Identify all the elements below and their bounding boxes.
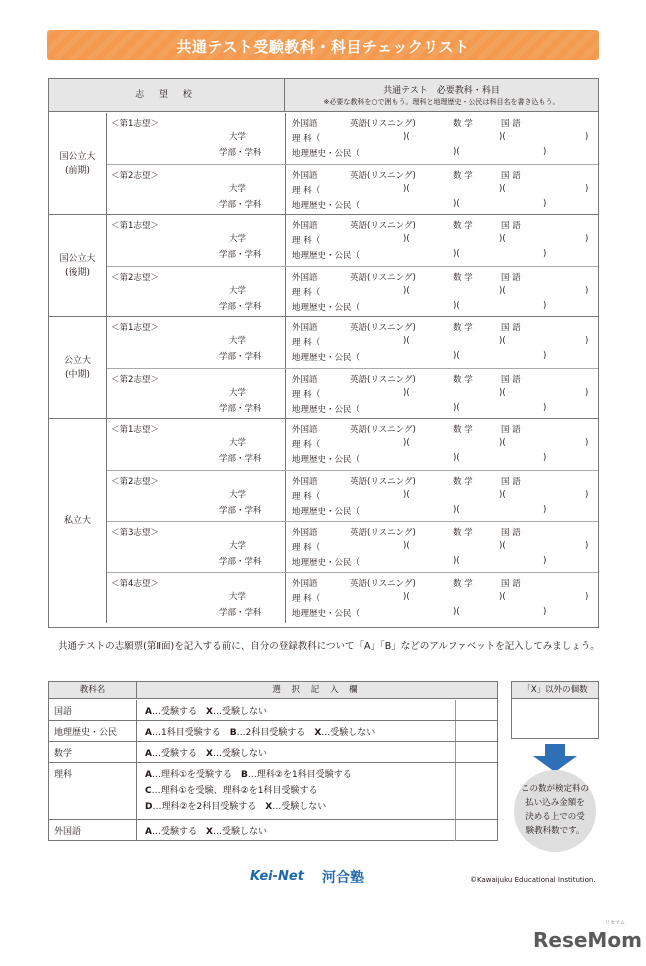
option-code: X: [314, 728, 322, 738]
option-text: …1科目受験する: [151, 728, 230, 738]
paren-close-open: )(: [499, 490, 506, 500]
column-divider: [285, 369, 286, 419]
page-title: 共通テスト受験教科・科目チェックリスト: [176, 38, 470, 56]
paren-close-open: )(: [499, 541, 506, 551]
option-text: …受験しない: [212, 707, 267, 717]
school-group: [49, 419, 598, 623]
paren-close: ): [585, 234, 589, 244]
science-label: 理 科（: [292, 543, 321, 553]
paren-close-open: )(: [403, 541, 410, 551]
paren-close: ): [543, 505, 547, 515]
paren-close-open: )(: [453, 147, 460, 157]
intro-text: 共通テストの志願票(第Ⅱ面)を記入する前に、自分の登録教科について「A」「B」などのアルファベットを記入してみましょう。: [58, 641, 600, 652]
science-label: 理 科（: [292, 390, 321, 400]
subject-option[interactable]: 外国語: [292, 171, 318, 181]
note-line: 決める上での受: [525, 812, 585, 822]
paren-close: ): [585, 438, 589, 448]
paren-close-open: )(: [403, 592, 410, 602]
kawaijuku-logo: 河合塾: [322, 870, 364, 886]
university-label: 大学: [229, 592, 247, 602]
subject-option[interactable]: 数 学: [453, 273, 473, 283]
entry-divider: [455, 700, 456, 720]
science-label: 理 科（: [292, 186, 321, 196]
paren-close: ): [543, 556, 547, 566]
note-line: この数が検定料の: [520, 784, 589, 794]
selection-row: [49, 742, 497, 763]
option-code: X: [205, 827, 213, 837]
paren-close-open: )(: [403, 336, 410, 346]
resemom-kana: リセマム: [605, 920, 625, 926]
option-code: X: [265, 802, 273, 812]
group-label-line: (後期): [64, 267, 91, 278]
subject-name: 地理歴史・公民: [49, 721, 137, 741]
selection-row: [49, 700, 497, 721]
group-label-line: 国公立大: [59, 151, 96, 162]
title-banner: [47, 30, 599, 60]
resemom-watermark: ReseMom: [533, 928, 642, 952]
entry-divider: [455, 721, 456, 741]
subject-option[interactable]: 外国語: [292, 221, 318, 231]
paren-close-open: )(: [453, 556, 460, 566]
faculty-label: 学部・学科: [219, 608, 262, 618]
university-label: 大学: [229, 286, 247, 296]
subject-option[interactable]: 英語(リスニング): [350, 221, 416, 231]
group-label-line: 公立大: [63, 355, 91, 366]
school-group: [49, 215, 598, 317]
paren-close: ): [585, 184, 589, 194]
paren-close: ): [543, 351, 547, 361]
column-divider: [285, 215, 286, 266]
paren-close: ): [585, 286, 589, 296]
group-label: [49, 215, 107, 316]
subject-option[interactable]: 外国語: [292, 579, 318, 589]
school-group: [49, 317, 598, 419]
copyright: ©Kawaijuku Educational Institution.: [470, 876, 596, 884]
option-code: A: [145, 827, 152, 837]
selection-option-line[interactable]: [145, 767, 352, 780]
note-circle: [514, 770, 596, 852]
paren-close-open: )(: [453, 199, 460, 209]
subject-option[interactable]: 数 学: [453, 221, 473, 231]
faculty-label: 学部・学科: [219, 302, 262, 312]
geo-history-civics-label: 地理歴史・公民（: [292, 558, 361, 568]
group-label: [49, 317, 107, 418]
geo-history-civics-label: 地理歴史・公民（: [292, 149, 361, 159]
subject-option[interactable]: 数 学: [453, 119, 473, 129]
subject-name: 国語: [49, 700, 137, 720]
header-selection: 選 択 記 入 欄: [272, 685, 362, 695]
option-code: A: [145, 770, 152, 780]
paren-close-open: )(: [403, 388, 410, 398]
paren-close: ): [543, 403, 547, 413]
paren-close: ): [585, 132, 589, 142]
subject-option[interactable]: 国 語: [501, 425, 521, 435]
choice-row[interactable]: [107, 572, 598, 623]
science-label: 理 科（: [292, 492, 321, 502]
choice-label: ＜第1志望＞: [111, 425, 159, 435]
paren-close-open: )(: [453, 403, 460, 413]
choice-row[interactable]: [107, 521, 598, 572]
option-text: …受験する: [151, 707, 206, 717]
note-line: 験教科数です。: [525, 826, 585, 836]
paren-close-open: )(: [453, 453, 460, 463]
option-code: B: [241, 770, 248, 780]
note-line: 払い込み金額を: [525, 798, 585, 808]
university-label: 大学: [229, 490, 247, 500]
selection-header: [49, 682, 497, 699]
subject-option[interactable]: 英語(リスニング): [350, 477, 416, 487]
choice-label: ＜第4志望＞: [111, 579, 159, 589]
subject-option[interactable]: 外国語: [292, 323, 318, 333]
paren-close-open: )(: [499, 234, 506, 244]
science-label: 理 科（: [292, 440, 321, 450]
faculty-label: 学部・学科: [219, 454, 262, 464]
checklist-table: [48, 78, 599, 628]
paren-close: ): [543, 607, 547, 617]
choice-row[interactable]: [107, 470, 598, 521]
subject-option[interactable]: 英語(リスニング): [350, 425, 416, 435]
option-text: …受験しない: [272, 802, 327, 812]
option-code: A: [145, 749, 152, 759]
subject-option[interactable]: 数 学: [453, 528, 473, 538]
subject-name: 数学: [49, 742, 137, 762]
paren-close: ): [543, 249, 547, 259]
paren-close-open: )(: [403, 490, 410, 500]
subject-option[interactable]: 国 語: [501, 273, 521, 283]
subject-option[interactable]: 数 学: [453, 323, 473, 333]
university-label: 大学: [229, 234, 247, 244]
choice-label: ＜第1志望＞: [111, 221, 159, 231]
group-label-line: 私立大: [63, 516, 91, 526]
science-label: 理 科（: [292, 594, 321, 604]
science-label: 理 科（: [292, 338, 321, 348]
paren-close-open: )(: [453, 351, 460, 361]
arrow-down-icon: [531, 744, 579, 772]
subject-option[interactable]: 数 学: [453, 425, 473, 435]
geo-history-civics-label: 地理歴史・公民（: [292, 455, 361, 465]
paren-close: ): [543, 453, 547, 463]
option-text: …受験する: [151, 827, 206, 837]
selection-row: [49, 763, 497, 820]
paren-close-open: )(: [499, 336, 506, 346]
option-code: A: [145, 707, 152, 717]
geo-history-civics-label: 地理歴史・公民（: [292, 353, 361, 363]
science-label: 理 科（: [292, 134, 321, 144]
option-code: X: [205, 749, 213, 759]
option-text: …理科①を受験、理科②を1科目受験する: [151, 786, 318, 796]
paren-close-open: )(: [499, 438, 506, 448]
paren-close: ): [585, 388, 589, 398]
choice-label: ＜第2志望＞: [111, 477, 159, 487]
selection-option-line[interactable]: [145, 799, 326, 812]
option-text: …受験しない: [212, 827, 267, 837]
subject-option[interactable]: 国 語: [501, 119, 521, 129]
university-label: 大学: [229, 184, 247, 194]
option-text: …理科①を受験する: [151, 770, 242, 780]
column-divider: [285, 522, 286, 572]
choice-row[interactable]: [107, 113, 598, 164]
choice-row[interactable]: [107, 164, 598, 215]
choice-label: ＜第1志望＞: [111, 119, 159, 129]
option-code: C: [145, 786, 152, 796]
subject-option[interactable]: 英語(リスニング): [350, 375, 416, 385]
column-divider: [285, 165, 286, 215]
subject-name: 外国語: [49, 820, 137, 841]
subject-option[interactable]: 英語(リスニング): [350, 273, 416, 283]
selection-table: [48, 681, 498, 841]
subject-option[interactable]: 英語(リスニング): [350, 119, 416, 129]
column-divider: [285, 113, 286, 164]
subject-option[interactable]: 外国語: [292, 119, 318, 129]
option-code: B: [229, 728, 237, 738]
paren-close: ): [585, 541, 589, 551]
paren-close: ): [543, 301, 547, 311]
entry-divider: [455, 820, 456, 841]
group-label: [49, 419, 107, 623]
subject-option[interactable]: 国 語: [501, 323, 521, 333]
non-x-count-title: 「X」以外の個数: [512, 682, 598, 699]
header-subject-name: 教科名: [49, 682, 137, 698]
university-label: 大学: [229, 388, 247, 398]
group-label-line: 国公立大: [59, 253, 96, 264]
column-divider: [285, 317, 286, 368]
university-label: 大学: [229, 336, 247, 346]
subject-option[interactable]: 国 語: [501, 477, 521, 487]
paren-close: ): [543, 199, 547, 209]
choice-label: ＜第2志望＞: [111, 171, 159, 181]
subject-option[interactable]: 数 学: [453, 171, 473, 181]
paren-close-open: )(: [453, 301, 460, 311]
non-x-count-box[interactable]: [511, 681, 599, 739]
option-text: …受験する: [151, 749, 206, 759]
subject-option[interactable]: 国 語: [501, 375, 521, 385]
option-text: …理科②を1科目受験する: [247, 770, 352, 780]
option-code: X: [205, 707, 213, 717]
faculty-label: 学部・学科: [219, 506, 262, 516]
choice-row[interactable]: [107, 215, 598, 266]
column-divider: [285, 267, 286, 317]
group-label: [49, 113, 107, 214]
choice-row[interactable]: [107, 419, 598, 470]
subject-option[interactable]: 国 語: [501, 221, 521, 231]
choice-label: ＜第2志望＞: [111, 375, 159, 385]
entry-divider: [455, 742, 456, 762]
header-subjects-note: ※必要な教科を○で囲もう。理科と地理歴史・公民は科目名を書き込もう。: [323, 98, 560, 106]
geo-history-civics-label: 地理歴史・公民（: [292, 201, 361, 211]
subject-option[interactable]: 外国語: [292, 425, 318, 435]
subject-option[interactable]: 英語(リスニング): [350, 528, 416, 538]
paren-close-open: )(: [453, 249, 460, 259]
paren-close-open: )(: [403, 286, 410, 296]
selection-option-line[interactable]: [145, 704, 267, 717]
geo-history-civics-label: 地理歴史・公民（: [292, 405, 361, 415]
faculty-label: 学部・学科: [219, 148, 262, 158]
geo-history-civics-label: 地理歴史・公民（: [292, 303, 361, 313]
paren-close: ): [585, 490, 589, 500]
faculty-label: 学部・学科: [219, 404, 262, 414]
choice-row[interactable]: [107, 266, 598, 317]
header-school: 志 望 校: [49, 79, 285, 112]
option-code: A: [145, 728, 152, 738]
option-text: …受験しない: [212, 749, 267, 759]
column-divider: [285, 419, 286, 470]
selection-option-line[interactable]: [145, 746, 267, 759]
subject-option[interactable]: 数 学: [453, 375, 473, 385]
faculty-label: 学部・学科: [219, 200, 262, 210]
paren-close-open: )(: [499, 286, 506, 296]
paren-close-open: )(: [403, 132, 410, 142]
option-code: D: [145, 802, 153, 812]
subject-option[interactable]: 数 学: [453, 477, 473, 487]
geo-history-civics-label: 地理歴史・公民（: [292, 507, 361, 517]
selection-option-line[interactable]: [145, 725, 375, 738]
checklist-header: [49, 79, 598, 112]
keinet-logo: Kei-Net: [250, 869, 304, 884]
header-subjects-title: 共通テスト 必要教科・科目: [383, 86, 500, 96]
entry-divider: [455, 763, 456, 819]
option-text: …2科目受験する: [236, 728, 315, 738]
subject-option[interactable]: 英語(リスニング): [350, 579, 416, 589]
paren-close-open: )(: [453, 607, 460, 617]
geo-history-civics-label: 地理歴史・公民（: [292, 251, 361, 261]
science-label: 理 科（: [292, 288, 321, 298]
paren-close-open: )(: [453, 505, 460, 515]
choice-row[interactable]: [107, 317, 598, 368]
choice-label: ＜第1志望＞: [111, 323, 159, 333]
column-divider: [285, 471, 286, 521]
choice-row[interactable]: [107, 368, 598, 419]
paren-close: ): [585, 592, 589, 602]
option-text: …理科②を2科目受験する: [152, 802, 266, 812]
subject-option[interactable]: 外国語: [292, 528, 318, 538]
option-text: …受験しない: [321, 728, 376, 738]
selection-option-line[interactable]: [145, 783, 317, 796]
university-label: 大学: [229, 541, 247, 551]
choice-label: ＜第2志望＞: [111, 273, 159, 283]
subject-option[interactable]: 国 語: [501, 171, 521, 181]
faculty-label: 学部・学科: [219, 352, 262, 362]
selection-row: [49, 721, 497, 742]
school-group: [49, 113, 598, 215]
paren-close: ): [585, 336, 589, 346]
paren-close-open: )(: [499, 132, 506, 142]
choice-label: ＜第3志望＞: [111, 528, 159, 538]
science-label: 理 科（: [292, 236, 321, 246]
paren-close-open: )(: [499, 184, 506, 194]
geo-history-civics-label: 地理歴史・公民（: [292, 609, 361, 619]
subject-option[interactable]: 国 語: [501, 579, 521, 589]
paren-close: ): [543, 147, 547, 157]
university-label: 大学: [229, 438, 247, 448]
subject-option[interactable]: 外国語: [292, 477, 318, 487]
paren-close-open: )(: [403, 438, 410, 448]
selection-option-line[interactable]: [145, 824, 267, 837]
group-label-line: (中期): [64, 369, 91, 380]
paren-close-open: )(: [403, 184, 410, 194]
subject-option[interactable]: 国 語: [501, 528, 521, 538]
faculty-label: 学部・学科: [219, 557, 262, 567]
subject-option[interactable]: 英語(リスニング): [350, 323, 416, 333]
column-divider: [285, 573, 286, 623]
subject-option[interactable]: 外国語: [292, 375, 318, 385]
selection-row: [49, 820, 497, 841]
subject-name: 理科: [49, 763, 137, 819]
paren-close-open: )(: [499, 592, 506, 602]
subject-option[interactable]: 外国語: [292, 273, 318, 283]
faculty-label: 学部・学科: [219, 250, 262, 260]
paren-close-open: )(: [499, 388, 506, 398]
group-label-line: (前期): [64, 165, 91, 176]
subject-option[interactable]: 数 学: [453, 579, 473, 589]
paren-close-open: )(: [403, 234, 410, 244]
university-label: 大学: [229, 132, 247, 142]
subject-option[interactable]: 英語(リスニング): [350, 171, 416, 181]
